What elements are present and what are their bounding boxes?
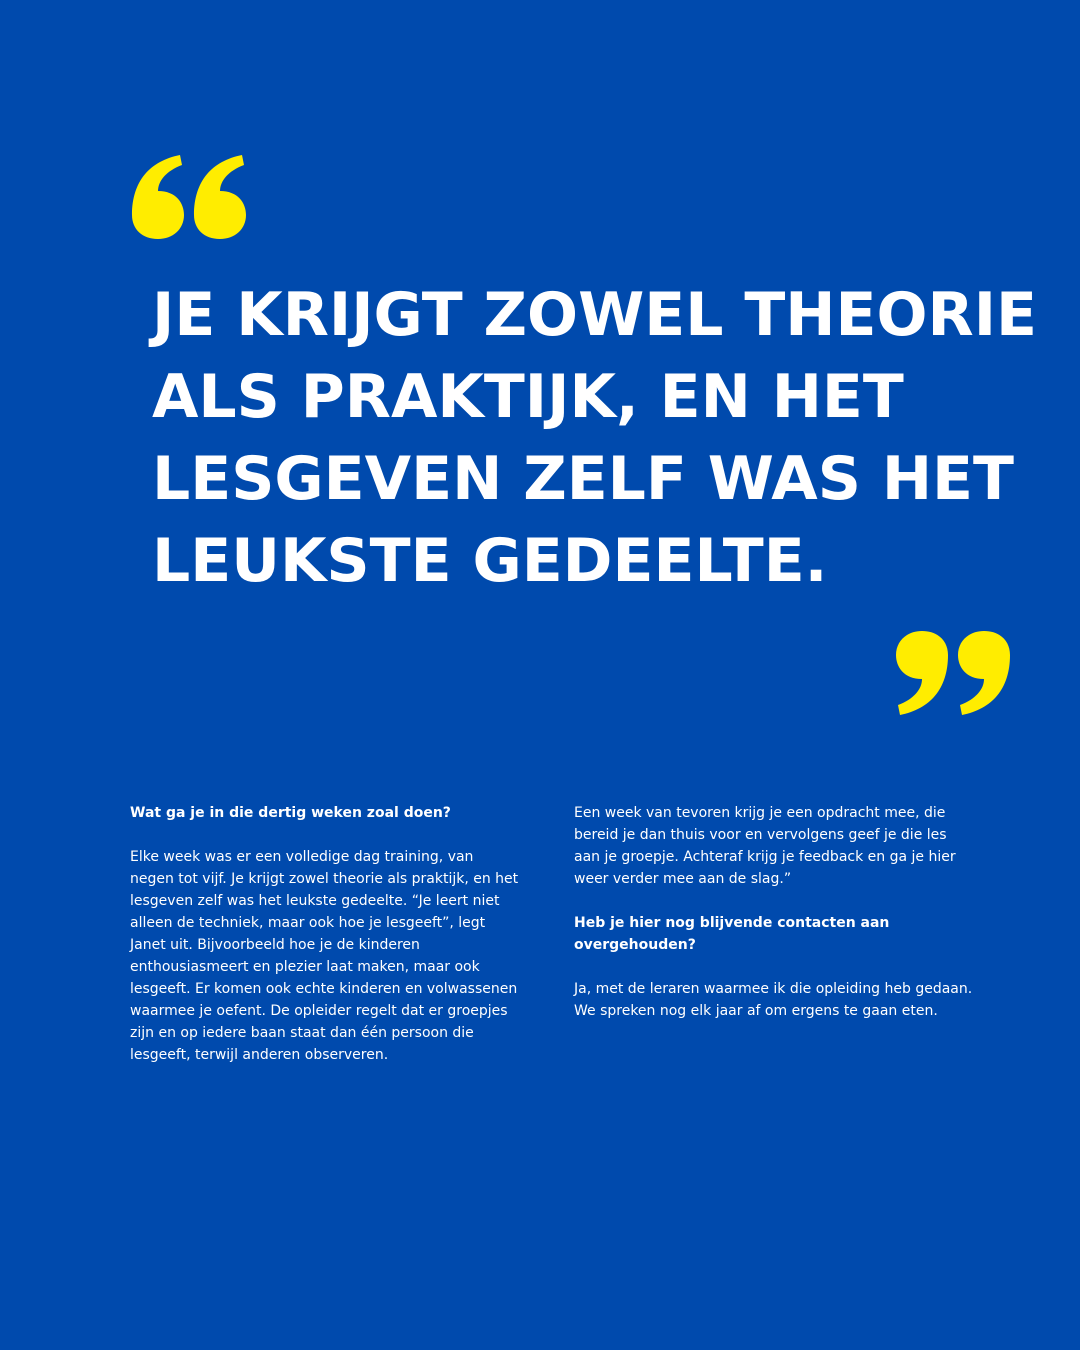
pull-quote-line: LESGEVEN ZELF WAS HET: [152, 444, 1014, 514]
answer-line: zijn en op iedere baan staat dan één persoon die: [130, 1025, 474, 1041]
answer-line: We spreken nog elk jaar af om ergens te gaan eten.: [574, 1003, 938, 1019]
open-quote-icon: [128, 153, 252, 239]
question-line: Wat ga je in die dertig weken zoal doen?: [130, 805, 451, 821]
answer-line: enthousiasmeert en plezier laat maken, maar ook: [130, 959, 480, 975]
answer-line: alleen de techniek, maar ook hoe je lesgeeft”, legt: [130, 915, 486, 931]
answer-line: lesgeven zelf was het leukste gedeelte. “Je leert niet: [130, 893, 500, 909]
interview-answer: [130, 846, 540, 1066]
answer-line: Elke week was er een volledige dag training, van: [130, 849, 474, 865]
answer-line: weer verder mee aan de slag.”: [574, 871, 792, 887]
answer-line: bereid je dan thuis voor en vervolgens geef je die les: [574, 827, 947, 843]
interview-answer-continued: [574, 802, 984, 890]
pull-quote: [152, 274, 1037, 602]
answer-line: waarmee je oefent. De opleider regelt dat er groepjes: [130, 1003, 508, 1019]
interview-answer: [574, 978, 984, 1022]
pull-quote-line: LEUKSTE GEDEELTE.: [152, 526, 828, 596]
interview-question: [574, 912, 984, 956]
left-column: [130, 802, 540, 1066]
close-quote-icon: [890, 631, 1014, 717]
answer-line: Janet uit. Bijvoorbeeld hoe je de kinderen: [130, 937, 420, 953]
answer-line: aan je groepje. Achteraf krijg je feedback en ga je hier: [574, 849, 956, 865]
right-column: [574, 802, 984, 1022]
answer-line: lesgeeft, terwijl anderen observeren.: [130, 1047, 389, 1063]
pull-quote-line: JE KRIJGT ZOWEL THEORIE: [152, 280, 1037, 350]
question-line: Heb je hier nog blijvende contacten aan: [574, 915, 890, 931]
answer-line: Een week van tevoren krijg je een opdracht mee, die: [574, 805, 946, 821]
question-line: overgehouden?: [574, 937, 696, 953]
interview-question: [130, 802, 540, 824]
answer-line: Ja, met de leraren waarmee ik die opleiding heb gedaan.: [574, 981, 973, 997]
answer-line: negen tot vijf. Je krijgt zowel theorie als praktijk, en het: [130, 871, 519, 887]
answer-line: lesgeeft. Er komen ook echte kinderen en volwassenen: [130, 981, 518, 997]
pull-quote-line: ALS PRAKTIJK, EN HET: [152, 362, 904, 432]
